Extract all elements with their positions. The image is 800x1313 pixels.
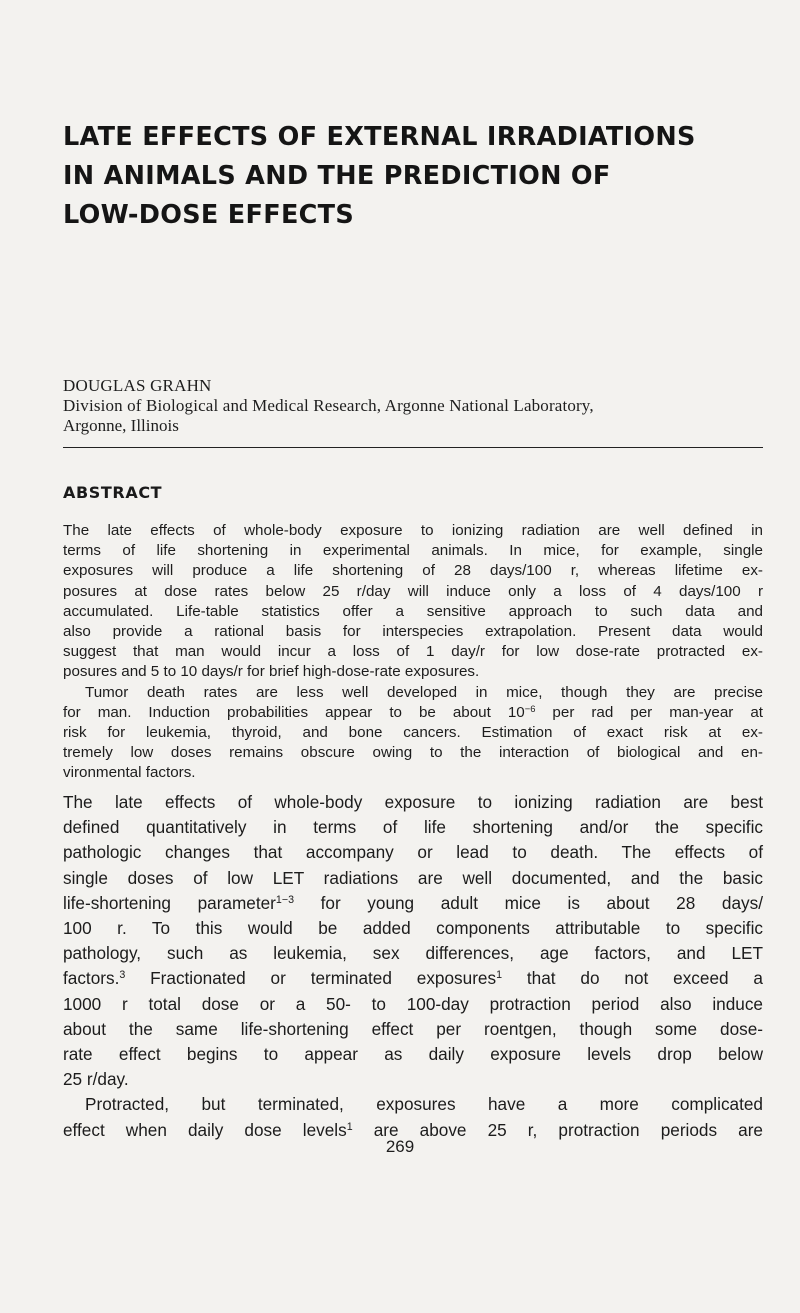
body-line: pathology, such as leukemia, sex differences, age factors, and LET — [63, 943, 763, 964]
body-line: rate effect begins to appear as daily exposure levels drop below — [63, 1044, 763, 1065]
abstract-heading: ABSTRACT — [63, 483, 163, 502]
author-name: DOUGLAS GRAHN — [63, 376, 212, 395]
body-line: factors.$^3$ Fractionated or terminated exposures$^1$ that do not exceed a — [63, 968, 763, 989]
divider — [63, 447, 763, 448]
author-affiliation: Argonne, Illinois — [63, 416, 179, 435]
superscript: 3 — [119, 969, 126, 982]
body-line: defined quantitatively in terms of life shortening and/or the specific — [63, 817, 763, 838]
body-line: 25 r/day. — [63, 1069, 129, 1090]
abstract-line: terms of life shortening in experimental animals. In mice, for example, single — [63, 542, 763, 560]
article-title — [63, 118, 703, 235]
title-line: IN ANIMALS AND THE PREDICTION OF — [63, 161, 611, 191]
body-line: pathologic changes that accompany or lead to death. The effects of — [63, 842, 763, 863]
body-line: effect when daily dose levels$^1$ are above 25 r, protraction periods are — [63, 1119, 763, 1140]
body-line: single doses of low LET radiations are well documented, and the basic — [63, 867, 763, 888]
abstract-line: accumulated. Life-table statistics offer a sensitive approach to such data and — [63, 602, 763, 620]
superscript: 1−3 — [275, 893, 294, 906]
abstract-text — [63, 521, 763, 784]
abstract-line: vironmental factors. — [63, 764, 196, 782]
superscript: −6 — [524, 702, 536, 714]
abstract-line: Tumor death rates are less well developed in mice, though they are precise — [85, 683, 763, 701]
page-number: 269 — [385, 1137, 415, 1156]
superscript: 1 — [346, 1120, 353, 1133]
abstract-line: The late effects of whole-body exposure to ionizing radiation are well defined in — [63, 522, 763, 539]
author-affiliation: Division of Biological and Medical Research, Argonne National Laboratory, — [63, 396, 594, 415]
body-line: 1000 r total dose or a 50- to 100-day protraction period also induce — [63, 993, 763, 1014]
abstract-line: tremely low doses remains obscure owing to the interaction of biological and en- — [63, 744, 763, 762]
abstract-line: exposures will produce a life shortening of 28 days/100 r, whereas lifetime ex- — [63, 562, 763, 580]
abstract-line: posures at dose rates below 25 r/day will induce only a loss of 4 days/100 r — [63, 582, 763, 600]
abstract-line: posures and 5 to 10 days/r for brief high-dose-rate exposures. — [63, 663, 480, 681]
body-line: The late effects of whole-body exposure to ionizing radiation are best — [63, 792, 763, 812]
abstract-line: suggest that man would incur a loss of 1 day/r for low dose-rate protracted ex- — [63, 643, 763, 661]
body-line: 100 r. To this would be added components attributable to specific — [63, 918, 763, 939]
body-line: Protracted, but terminated, exposures have a more complicated — [85, 1094, 763, 1115]
body-line: about the same life-shortening effect per roentgen, though some dose- — [63, 1018, 763, 1039]
body-text — [63, 790, 763, 1143]
title-line: LOW-DOSE EFFECTS — [63, 200, 355, 230]
superscript: 1 — [496, 969, 503, 982]
abstract-line: for man. Induction probabilities appear to be about $10^{-6}$ per rad per man-year at — [63, 702, 763, 721]
body-line: life-shortening parameter$^{1-3}$ for young adult mice is about 28 days/ — [63, 892, 763, 913]
abstract-line: risk for leukemia, thyroid, and bone cancers. Estimation of exact risk at ex- — [63, 724, 763, 742]
abstract-line: also provide a rational basis for interspecies extrapolation. Present data would — [63, 623, 763, 641]
author-block — [63, 376, 763, 436]
title-line: LATE EFFECTS OF EXTERNAL IRRADIATIONS — [63, 122, 696, 152]
